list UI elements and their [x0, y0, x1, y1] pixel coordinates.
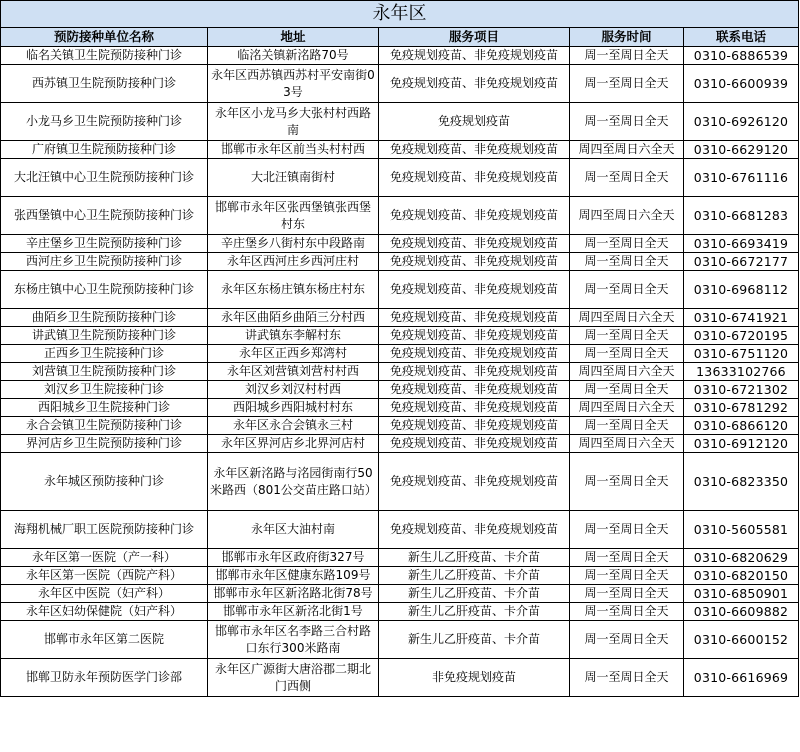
header-unit-name: 预防接种单位名称 [1, 28, 208, 47]
cell-time: 周一至周日全天 [570, 103, 684, 141]
cell-address: 讲武镇东李解村东 [208, 327, 379, 345]
cell-service: 免疫规划疫苗、非免疫规划疫苗 [379, 435, 570, 453]
cell-unit-name: 永年城区预防接种门诊 [1, 453, 208, 511]
cell-time: 周四至周日六全天 [570, 399, 684, 417]
cell-phone: 0310-6761116 [684, 159, 799, 197]
cell-phone: 0310-6741921 [684, 309, 799, 327]
header-service: 服务项目 [379, 28, 570, 47]
cell-unit-name: 邯郸市永年区第二医院 [1, 621, 208, 659]
cell-phone: 0310-6672177 [684, 253, 799, 271]
cell-time: 周四至周日六全天 [570, 363, 684, 381]
cell-phone: 0310-6926120 [684, 103, 799, 141]
cell-address: 永年区正西乡郑湾村 [208, 345, 379, 363]
cell-unit-name: 广府镇卫生院预防接种门诊 [1, 141, 208, 159]
table-row [1, 363, 799, 381]
table-row [1, 603, 799, 621]
table-row [1, 435, 799, 453]
cell-unit-name: 辛庄堡乡卫生院预防接种门诊 [1, 235, 208, 253]
cell-time: 周一至周日全天 [570, 549, 684, 567]
cell-address: 永年区界河店乡北界河店村 [208, 435, 379, 453]
cell-service: 免疫规划疫苗、非免疫规划疫苗 [379, 327, 570, 345]
table-row [1, 345, 799, 363]
cell-unit-name: 永年区妇幼保健院（妇产科） [1, 603, 208, 621]
cell-phone: 13633102766 [684, 363, 799, 381]
cell-address: 邯郸市永年区名李路三合村路口东行300米路南 [208, 621, 379, 659]
table-row [1, 453, 799, 511]
cell-service: 免疫规划疫苗、非免疫规划疫苗 [379, 271, 570, 309]
cell-unit-name: 曲陌乡卫生院预防接种门诊 [1, 309, 208, 327]
table-row [1, 327, 799, 345]
header-time: 服务时间 [570, 28, 684, 47]
cell-unit-name: 临名关镇卫生院预防接种门诊 [1, 47, 208, 65]
cell-service: 新生儿乙肝疫苗、卡介苗 [379, 621, 570, 659]
cell-address: 永年区西河庄乡西河庄村 [208, 253, 379, 271]
cell-unit-name: 海翔机械厂职工医院预防接种门诊 [1, 511, 208, 549]
cell-phone: 0310-5605581 [684, 511, 799, 549]
cell-time: 周一至周日全天 [570, 253, 684, 271]
cell-address: 西阳城乡西阳城村村东 [208, 399, 379, 417]
cell-service: 免疫规划疫苗、非免疫规划疫苗 [379, 47, 570, 65]
cell-service: 免疫规划疫苗、非免疫规划疫苗 [379, 309, 570, 327]
cell-unit-name: 刘汉乡卫生院接种门诊 [1, 381, 208, 399]
table-row [1, 197, 799, 235]
cell-address: 刘汉乡刘汉村村西 [208, 381, 379, 399]
table-row [1, 103, 799, 141]
cell-address: 邯郸市永年区健康东路109号 [208, 567, 379, 585]
cell-phone: 0310-6866120 [684, 417, 799, 435]
table-row [1, 511, 799, 549]
cell-time: 周一至周日全天 [570, 271, 684, 309]
table-row [1, 417, 799, 435]
table-row [1, 659, 799, 697]
table-row [1, 141, 799, 159]
cell-time: 周四至周日六全天 [570, 309, 684, 327]
cell-service: 免疫规划疫苗、非免疫规划疫苗 [379, 345, 570, 363]
cell-phone: 0310-6693419 [684, 235, 799, 253]
cell-phone: 0310-6720195 [684, 327, 799, 345]
cell-address: 邯郸市永年区新洺路北街78号 [208, 585, 379, 603]
cell-unit-name: 正西乡卫生院接种门诊 [1, 345, 208, 363]
cell-unit-name: 东杨庄镇中心卫生院预防接种门诊 [1, 271, 208, 309]
cell-service: 免疫规划疫苗、非免疫规划疫苗 [379, 159, 570, 197]
cell-service: 新生儿乙肝疫苗、卡介苗 [379, 585, 570, 603]
table-row [1, 585, 799, 603]
cell-time: 周四至周日六全天 [570, 141, 684, 159]
cell-time: 周一至周日全天 [570, 47, 684, 65]
cell-phone: 0310-6629120 [684, 141, 799, 159]
cell-phone: 0310-6600152 [684, 621, 799, 659]
cell-address: 永年区刘营镇刘营村村西 [208, 363, 379, 381]
cell-address: 邯郸市永年区新洺北街1号 [208, 603, 379, 621]
cell-phone: 0310-6820629 [684, 549, 799, 567]
cell-address: 邯郸市永年区前当头村村西 [208, 141, 379, 159]
cell-phone: 0310-6823350 [684, 453, 799, 511]
cell-service: 免疫规划疫苗、非免疫规划疫苗 [379, 363, 570, 381]
table-row [1, 399, 799, 417]
cell-address: 永年区广源街大唐浴郡二期北门西侧 [208, 659, 379, 697]
table-body [1, 47, 799, 697]
cell-time: 周一至周日全天 [570, 381, 684, 399]
cell-phone: 0310-6616969 [684, 659, 799, 697]
cell-time: 周四至周日六全天 [570, 197, 684, 235]
cell-service: 免疫规划疫苗、非免疫规划疫苗 [379, 417, 570, 435]
cell-unit-name: 永年区第一医院（产一科） [1, 549, 208, 567]
cell-phone: 0310-6721302 [684, 381, 799, 399]
cell-phone: 0310-6609882 [684, 603, 799, 621]
cell-service: 免疫规划疫苗、非免疫规划疫苗 [379, 197, 570, 235]
header-row [1, 28, 799, 47]
cell-service: 免疫规划疫苗、非免疫规划疫苗 [379, 511, 570, 549]
table-row [1, 235, 799, 253]
table-row [1, 567, 799, 585]
cell-unit-name: 西苏镇卫生院预防接种门诊 [1, 65, 208, 103]
cell-phone: 0310-6681283 [684, 197, 799, 235]
table-row [1, 381, 799, 399]
cell-unit-name: 讲武镇卫生院预防接种门诊 [1, 327, 208, 345]
cell-unit-name: 西阳城乡卫生院接种门诊 [1, 399, 208, 417]
cell-unit-name: 永合会镇卫生院预防接种门诊 [1, 417, 208, 435]
cell-service: 新生儿乙肝疫苗、卡介苗 [379, 549, 570, 567]
table-row [1, 47, 799, 65]
cell-unit-name: 西河庄乡卫生院预防接种门诊 [1, 253, 208, 271]
cell-address: 永年区东杨庄镇东杨庄村东 [208, 271, 379, 309]
cell-address: 大北汪镇南街村 [208, 159, 379, 197]
table-row [1, 271, 799, 309]
cell-time: 周一至周日全天 [570, 567, 684, 585]
cell-time: 周一至周日全天 [570, 511, 684, 549]
cell-address: 永年区大油村南 [208, 511, 379, 549]
cell-service: 非免疫规划疫苗 [379, 659, 570, 697]
cell-address: 永年区新洺路与洺园街南行50米路西（801公交苗庄路口站） [208, 453, 379, 511]
cell-phone: 0310-6820150 [684, 567, 799, 585]
cell-address: 永年区曲陌乡曲陌三分村西 [208, 309, 379, 327]
cell-phone: 0310-6886539 [684, 47, 799, 65]
cell-address: 辛庄堡乡八街村东中段路南 [208, 235, 379, 253]
cell-time: 周一至周日全天 [570, 345, 684, 363]
cell-unit-name: 张西堡镇中心卫生院预防接种门诊 [1, 197, 208, 235]
cell-service: 免疫规划疫苗、非免疫规划疫苗 [379, 253, 570, 271]
header-address: 地址 [208, 28, 379, 47]
cell-time: 周一至周日全天 [570, 235, 684, 253]
title-row [1, 1, 799, 28]
cell-time: 周一至周日全天 [570, 453, 684, 511]
header-phone: 联系电话 [684, 28, 799, 47]
cell-unit-name: 邯郸卫防永年预防医学门诊部 [1, 659, 208, 697]
cell-service: 新生儿乙肝疫苗、卡介苗 [379, 603, 570, 621]
table-title: 永年区 [1, 1, 799, 28]
cell-time: 周一至周日全天 [570, 159, 684, 197]
cell-service: 免疫规划疫苗、非免疫规划疫苗 [379, 141, 570, 159]
cell-address: 邯郸市永年区张西堡镇张西堡村东 [208, 197, 379, 235]
cell-unit-name: 小龙马乡卫生院预防接种门诊 [1, 103, 208, 141]
table-row [1, 549, 799, 567]
table-row [1, 159, 799, 197]
cell-service: 免疫规划疫苗、非免疫规划疫苗 [379, 453, 570, 511]
cell-time: 周一至周日全天 [570, 65, 684, 103]
table-row [1, 309, 799, 327]
cell-phone: 0310-6912120 [684, 435, 799, 453]
cell-address: 永年区小龙马乡大张村村西路南 [208, 103, 379, 141]
cell-service: 免疫规划疫苗 [379, 103, 570, 141]
cell-unit-name: 刘营镇卫生院预防接种门诊 [1, 363, 208, 381]
cell-unit-name: 永年区第一医院（西院产科） [1, 567, 208, 585]
cell-service: 新生儿乙肝疫苗、卡介苗 [379, 567, 570, 585]
table-row [1, 65, 799, 103]
cell-unit-name: 大北汪镇中心卫生院预防接种门诊 [1, 159, 208, 197]
cell-address: 临洺关镇新洺路70号 [208, 47, 379, 65]
cell-time: 周一至周日全天 [570, 659, 684, 697]
cell-phone: 0310-6751120 [684, 345, 799, 363]
cell-service: 免疫规划疫苗、非免疫规划疫苗 [379, 381, 570, 399]
cell-unit-name: 永年区中医院（妇产科） [1, 585, 208, 603]
cell-time: 周一至周日全天 [570, 603, 684, 621]
cell-phone: 0310-6781292 [684, 399, 799, 417]
cell-address: 邯郸市永年区政府街327号 [208, 549, 379, 567]
cell-service: 免疫规划疫苗、非免疫规划疫苗 [379, 235, 570, 253]
cell-service: 免疫规划疫苗、非免疫规划疫苗 [379, 65, 570, 103]
cell-address: 永年区永合会镇永三村 [208, 417, 379, 435]
table-row [1, 621, 799, 659]
cell-address: 永年区西苏镇西苏村平安南街03号 [208, 65, 379, 103]
cell-phone: 0310-6968112 [684, 271, 799, 309]
cell-service: 免疫规划疫苗、非免疫规划疫苗 [379, 399, 570, 417]
cell-unit-name: 界河店乡卫生院预防接种门诊 [1, 435, 208, 453]
cell-time: 周四至周日六全天 [570, 435, 684, 453]
cell-time: 周一至周日全天 [570, 621, 684, 659]
table-row [1, 253, 799, 271]
cell-time: 周一至周日全天 [570, 585, 684, 603]
cell-time: 周一至周日全天 [570, 417, 684, 435]
cell-time: 周一至周日全天 [570, 327, 684, 345]
cell-phone: 0310-6850901 [684, 585, 799, 603]
cell-phone: 0310-6600939 [684, 65, 799, 103]
